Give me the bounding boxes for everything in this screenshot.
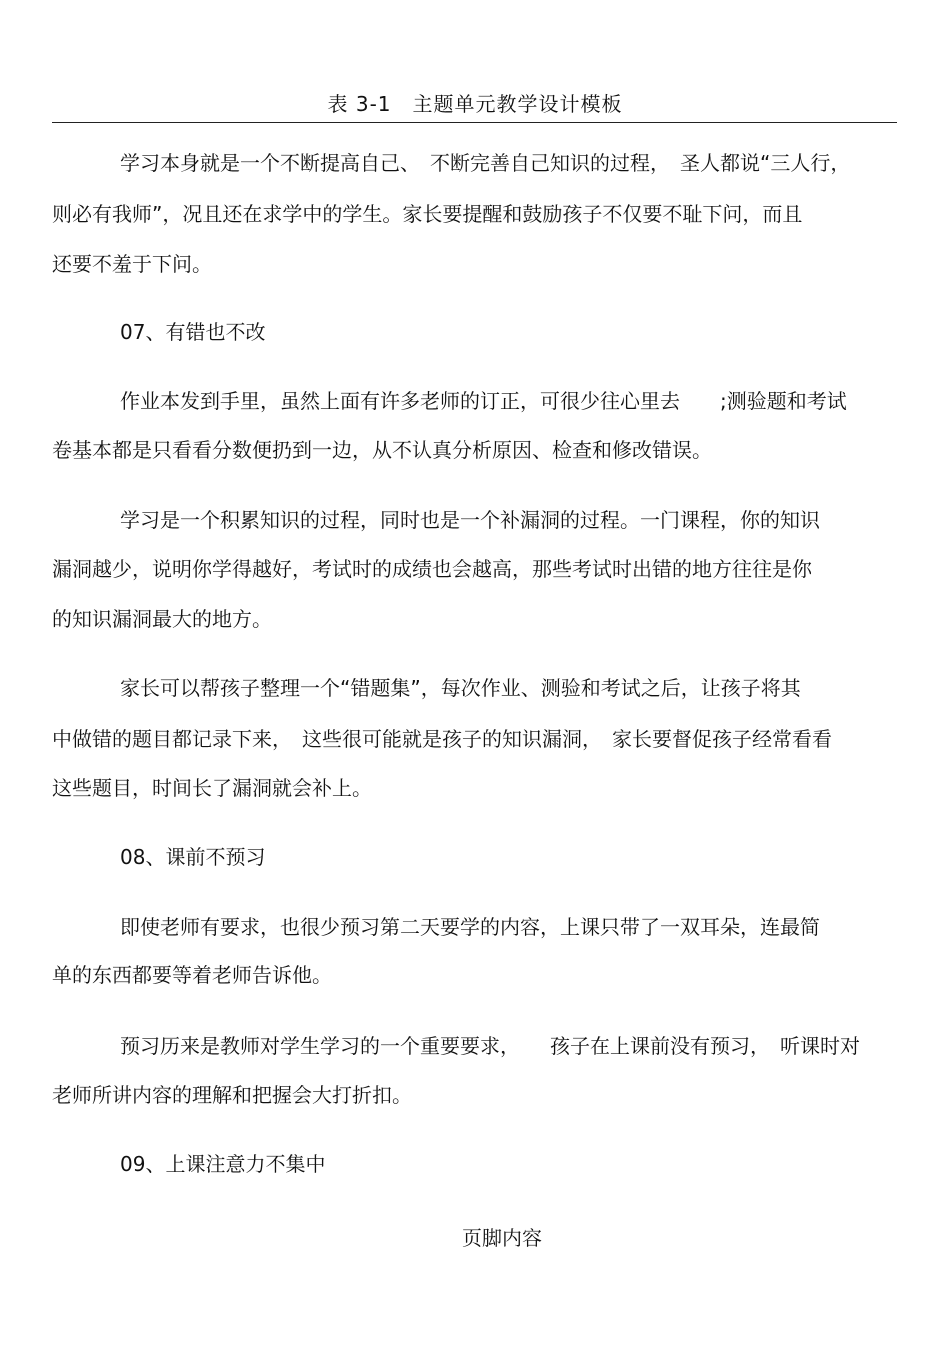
page-header-title: 表 3-1 主题单元教学设计模板 [327, 92, 623, 116]
paragraph-line: 则必有我师”，况且还在求学中的学生。家长要提醒和鼓励孩子不仅要不耻下问，而且 [52, 202, 803, 226]
paragraph-line: 预习历来是教师对学生学习的一个重要要求， 孩子在上课前没有预习， 听课时对 [120, 1034, 860, 1058]
section-heading-07: 07、有错也不改 [120, 320, 266, 344]
page-footer: 页脚内容 [462, 1226, 542, 1250]
paragraph-line: 这些题目，时间长了漏洞就会补上。 [52, 776, 372, 800]
paragraph-line: 卷基本都是只看看分数便扔到一边，从不认真分析原因、检查和修改错误。 [52, 438, 712, 462]
paragraph-line: 的知识漏洞最大的地方。 [52, 607, 272, 631]
header-divider [52, 122, 897, 123]
paragraph-line: 作业本发到手里，虽然上面有许多老师的订正，可很少往心里去 ;测验题和考试 [120, 389, 847, 413]
paragraph-line: 家长可以帮孩子整理一个“错题集”，每次作业、测验和考试之后，让孩子将其 [120, 676, 801, 700]
section-heading-08: 08、课前不预习 [120, 845, 266, 869]
paragraph-line: 老师所讲内容的理解和把握会大打折扣。 [52, 1083, 412, 1107]
paragraph-line: 还要不羞于下问。 [52, 252, 212, 276]
paragraph-line: 学习是一个积累知识的过程，同时也是一个补漏洞的过程。一门课程，你的知识 [120, 508, 820, 532]
paragraph-line: 单的东西都要等着老师告诉他。 [52, 963, 332, 987]
paragraph-line: 中做错的题目都记录下来， 这些很可能就是孩子的知识漏洞， 家长要督促孩子经常看看 [52, 727, 832, 751]
section-heading-09: 09、上课注意力不集中 [120, 1152, 326, 1176]
paragraph-line: 学习本身就是一个不断提高自己、 不断完善自己知识的过程， 圣人都说“三人行， [120, 151, 851, 175]
paragraph-line: 漏洞越少，说明你学得越好，考试时的成绩也会越高，那些考试时出错的地方往往是你 [52, 557, 812, 581]
paragraph-line: 即使老师有要求，也很少预习第二天要学的内容，上课只带了一双耳朵，连最简 [120, 915, 820, 939]
